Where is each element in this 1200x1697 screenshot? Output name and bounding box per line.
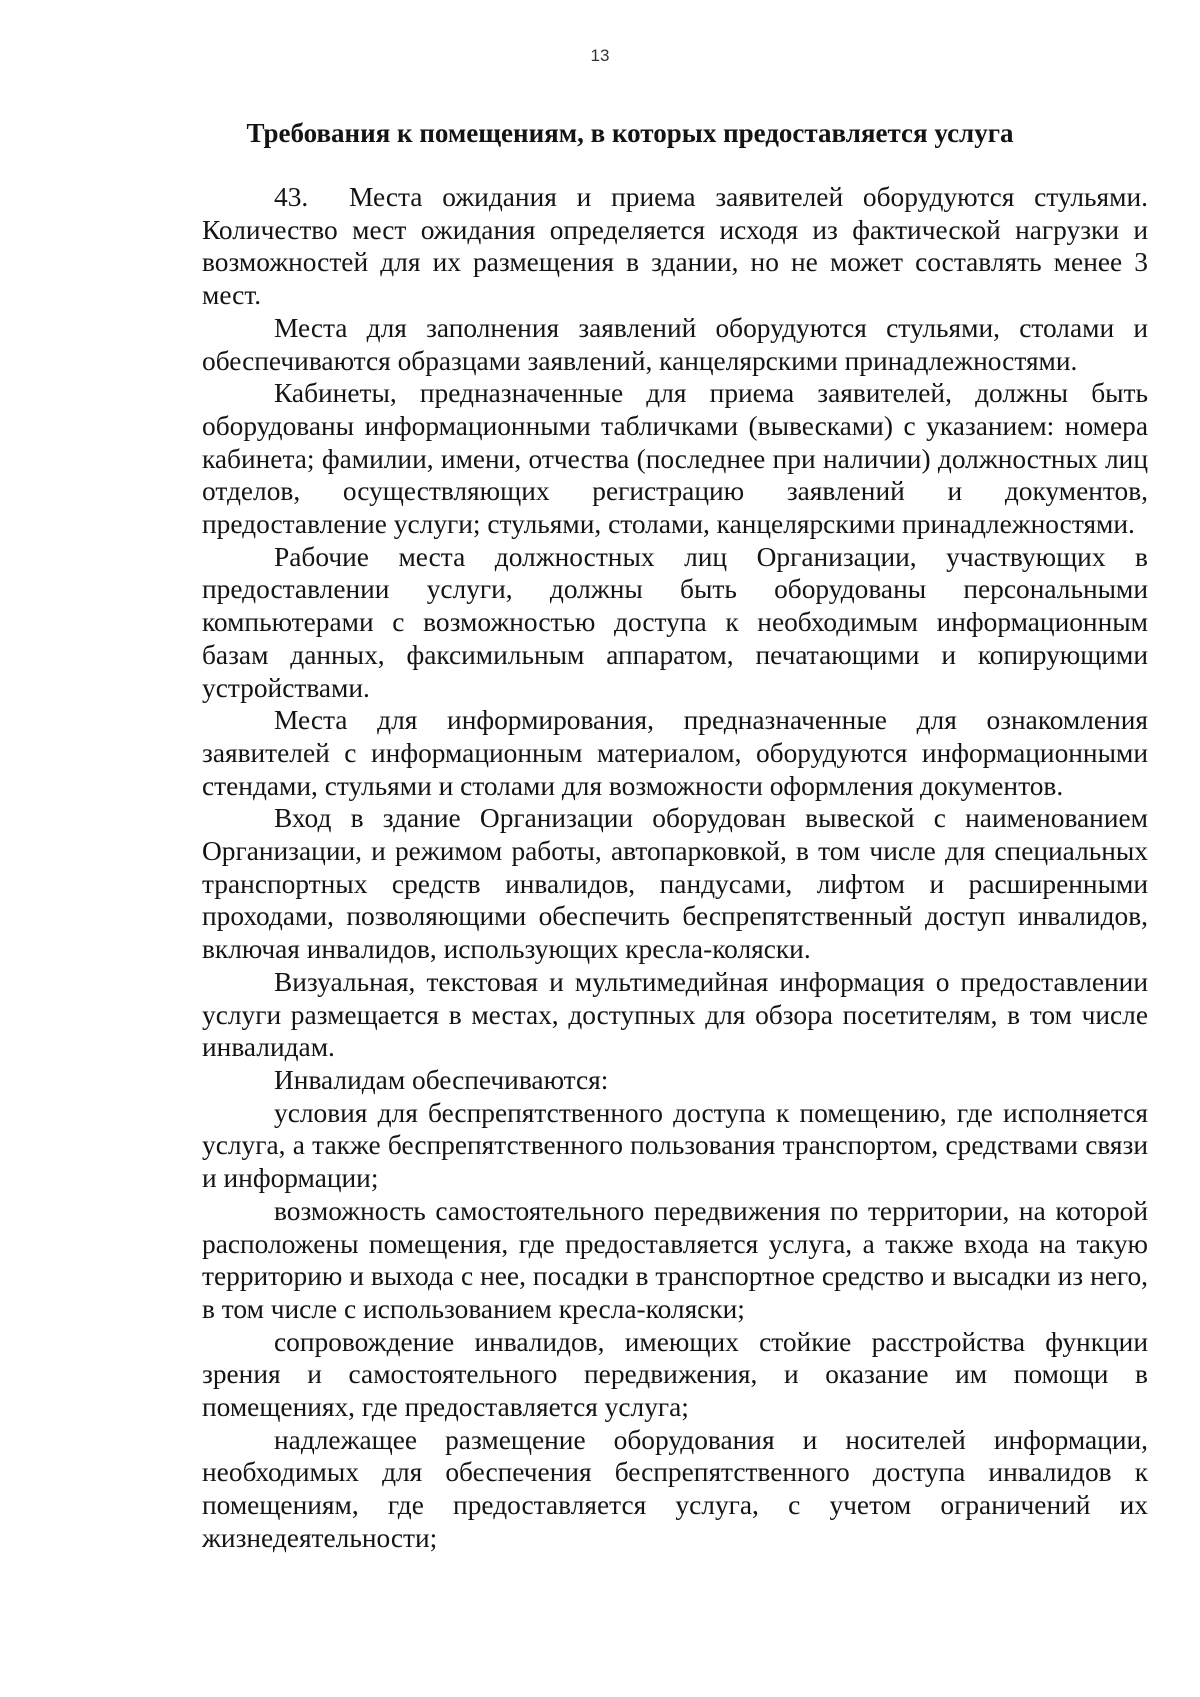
paragraph: Инвалидам обеспечиваются: <box>274 1064 609 1095</box>
paragraph: Визуальная, текстовая и мультимедийная информация о предоставлении услуги размещается в местах, доступных для обзора посетителям, в том числе инвалидам. <box>202 966 1148 1063</box>
document-body <box>202 181 1148 1555</box>
list-item: условия для беспрепятственного доступа к помещению, где исполняется услуга, а также беспрепятственного пользования транспортом, средствами связи и информации; <box>202 1097 1148 1194</box>
section-heading: Требования к помещениям, в которых предоставляется услуга <box>246 118 1014 148</box>
paragraph-text: Места ожидания и приема заявителей оборудуются стульями. Количество мест ожидания определяется исходя из фактической нагрузки и возможностей для их размещения в здании, но не может составлять менее 3 мест. <box>202 182 1148 311</box>
list-item: возможность самостоятельного передвижения по территории, на которой расположены помещения, где предоставляется услуга, а также входа на такую территорию и выхода с нее, посадки в транспортное средство и высадки из него, в том числе с использованием кресла-коляски; <box>202 1195 1148 1324</box>
paragraph: Рабочие места должностных лиц Организации, участвующих в предоставлении услуги, должны быть оборудованы персональными компьютерами с возможностью доступа к необходимым информационным базам данных, факсимильным аппаратом, печатающими и копирующими устройствами. <box>202 541 1148 703</box>
paragraph: Кабинеты, предназначенные для приема заявителей, должны быть оборудованы информационными табличками (вывесками) с указанием: номера кабинета; фамилии, имени, отчества (последнее при наличии) должностных лиц отделов, осуществляющих регистрацию заявлений и документов, предоставление услуги; стульями, столами, канцелярскими принадлежностями. <box>202 378 1148 540</box>
list-item: надлежащее размещение оборудования и носителей информации, необходимых для обеспечения беспрепятственного доступа инвалидов к помещениям, где предоставляется услуга, с учетом ограничений их жизнедеятельности; <box>202 1424 1148 1553</box>
paragraph: Места для информирования, предназначенные для ознакомления заявителей с информационным материалом, оборудуются информационными стендами, стульями и столами для возможности оформления документов. <box>202 705 1148 801</box>
paragraph: Места для заполнения заявлений оборудуются стульями, столами и обеспечиваются образцами заявлений, канцелярскими принадлежностями. <box>202 312 1148 376</box>
item-number: 43. <box>274 182 309 212</box>
list-item: сопровождение инвалидов, имеющих стойкие расстройства функции зрения и самостоятельного передвижения, и оказание им помощи в помещениях, где предоставляется услуга; <box>202 1326 1148 1423</box>
page-number: 13 <box>590 46 610 65</box>
paragraph: Вход в здание Организации оборудован вывеской с наименованием Организации, и режимом работы, автопарковкой, в том числе для специальных транспортных средств инвалидов, пандусами, лифтом и расширенными проходами, позволяющими обеспечить беспрепятственный доступ инвалидов, включая инвалидов, использующих кресла-коляски. <box>202 803 1148 965</box>
paragraph-43 <box>202 181 1148 312</box>
